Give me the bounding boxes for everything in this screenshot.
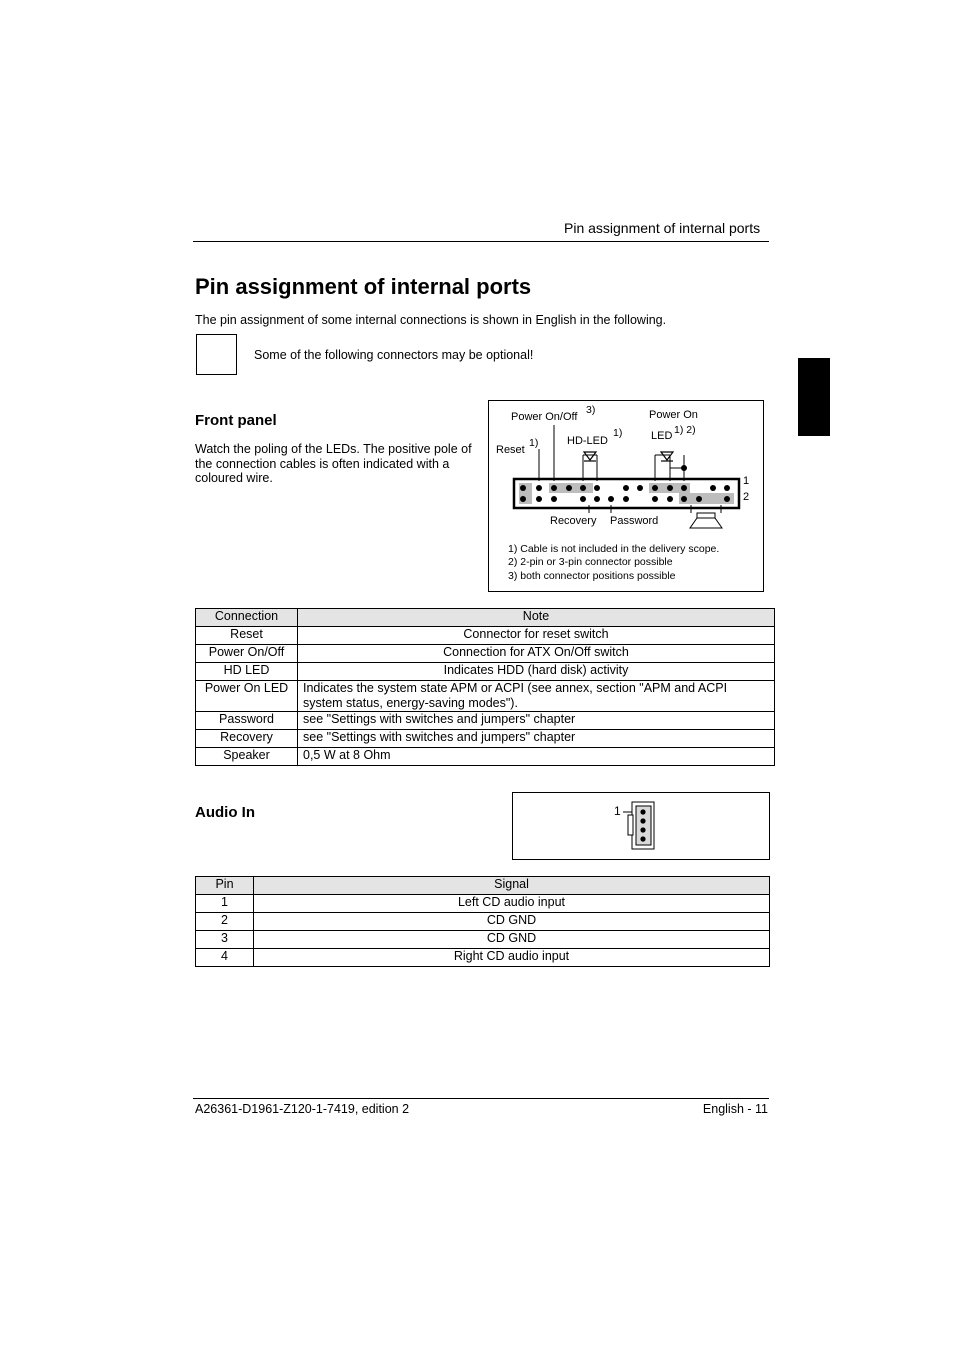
label-row-1: 1 [743,475,750,487]
note-cell: 0,5 W at 8 Ohm [298,748,775,766]
speaker-icon [690,513,722,528]
fn-led: 1) 2) [674,424,696,436]
label-row-2: 2 [743,491,750,503]
intro-text: The pin assignment of some internal connections is shown in English in the following. [195,313,667,327]
power-led-diode-icon [661,452,673,461]
label-recovery: Recovery [550,515,597,527]
footnote-3: 3) both connector positions possible [508,570,676,582]
footer-doc-id: A26361-D1961-Z120-1-7419, edition 2 [195,1102,410,1116]
col-note: Note [298,609,775,627]
note-cell: Connector for reset switch [298,627,775,645]
connection-cell: Power On/Off [196,645,298,663]
front-panel-heading: Front panel [195,412,277,429]
audio-in-diagram [512,792,770,860]
label-hd-led: HD-LED [567,435,608,447]
footnote-2: 2) 2-pin or 3-pin connector possible [508,556,673,568]
header-rule [193,241,769,242]
pin-cell: 3 [196,931,254,949]
signal-cell: CD GND [254,913,770,931]
connection-cell: HD LED [196,663,298,681]
table-header-row [196,877,770,895]
footer-rule [193,1098,769,1099]
table-row [196,681,775,712]
footnote-1: 1) Cable is not included in the delivery scope. [508,543,720,555]
col-signal: Signal [254,877,770,895]
note-cell: Connection for ATX On/Off switch [298,645,775,663]
front-panel-table [195,608,775,766]
pin-cell: 4 [196,949,254,967]
running-head: Pin assignment of internal ports [564,220,761,236]
front-panel-diagram [488,400,764,592]
col-connection: Connection [196,609,298,627]
note-cell: Indicates HDD (hard disk) activity [298,663,775,681]
audio-in-table [195,876,770,967]
signal-cell: Right CD audio input [254,949,770,967]
table-row [196,949,770,967]
connection-cell: Reset [196,627,298,645]
connection-cell: Speaker [196,748,298,766]
pin-cell: 2 [196,913,254,931]
note-icon [196,334,237,375]
hd-led-diode-icon [584,452,596,461]
table-row [196,627,775,645]
footer-page-number: English - 11 [702,1102,768,1116]
table-row [196,748,775,766]
label-led: LED [651,430,673,442]
table-row [196,931,770,949]
chapter-tab-marker [798,358,830,436]
connection-cell: Password [196,712,298,730]
fn-power-onoff: 3) [586,404,596,416]
audio-pin-1-label: 1 [614,804,621,818]
fn-reset: 1) [529,437,539,449]
note-cell: Indicates the system state APM or ACPI (see annex, section "APM and ACPI system status, energy-saving modes"). [298,681,775,712]
note-text: Some of the following connectors may be optional! [254,348,534,362]
audio-in-heading: Audio In [195,804,255,821]
page-title: Pin assignment of internal ports [195,274,532,299]
table-row [196,730,775,748]
col-pin: Pin [196,877,254,895]
label-power-onoff: Power On/Off [511,411,578,423]
table-row [196,895,770,913]
fn-hd-led: 1) [613,427,623,439]
connection-cell: Power On LED [196,681,298,712]
pin-cell: 1 [196,895,254,913]
note-cell: see "Settings with switches and jumpers" chapter [298,712,775,730]
label-reset: Reset [496,444,525,456]
audio-connector-drawing [513,793,771,861]
table-row [196,913,770,931]
table-row [196,645,775,663]
table-row [196,712,775,730]
note-cell: see "Settings with switches and jumpers" chapter [298,730,775,748]
front-panel-body: Watch the poling of the LEDs. The positive pole of the connection cables is often indicated with a coloured wire. [195,442,472,485]
connection-cell: Recovery [196,730,298,748]
signal-cell: CD GND [254,931,770,949]
table-header-row [196,609,775,627]
label-power-on: Power On [649,409,698,421]
table-row [196,663,775,681]
label-password: Password [610,515,659,527]
signal-cell: Left CD audio input [254,895,770,913]
